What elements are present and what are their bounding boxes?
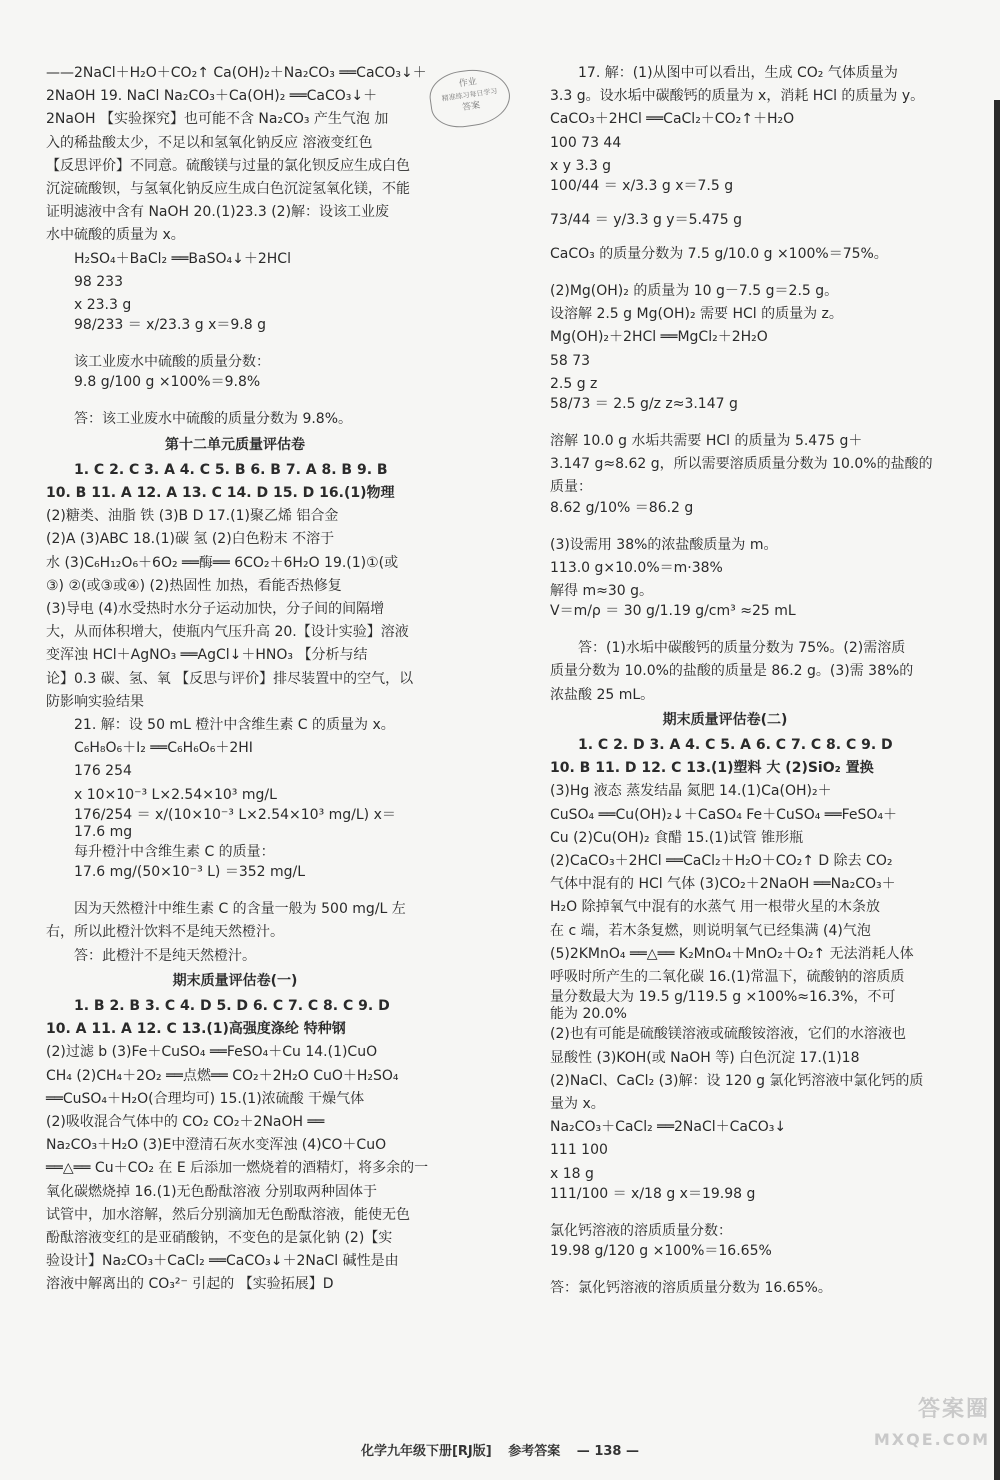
text-line: 111/100 ＝ x/18 g x＝19.98 g bbox=[550, 1185, 756, 1202]
text-line: 【反思评价】不同意。硫酸镁与过量的氯化钡反应生成白色 bbox=[46, 157, 410, 174]
text-line: 设溶解 2.5 g Mg(OH)₂ 需要 HCl 的质量为 z。 bbox=[550, 306, 843, 323]
stamp-line-2: 精准练习每日学习 bbox=[441, 87, 498, 103]
text-line: 2.5 g z bbox=[550, 375, 598, 392]
text-line: H₂O 除掉氧气中混有的水蒸气 用一根带火星的木条放 bbox=[550, 899, 881, 916]
text-line: x 10×10⁻³ L×2.54×10³ mg/L bbox=[74, 786, 277, 803]
text-line: 水中硫酸的质量为 x。 bbox=[46, 227, 185, 244]
footer-page-number: — 138 — bbox=[576, 1444, 639, 1459]
text-line: Mg(OH)₂＋2HCl ══MgCl₂＋2H₂O bbox=[550, 329, 768, 346]
text-line: CuSO₄ ══Cu(OH)₂↓＋CaSO₄ Fe＋CuSO₄ ══FeSO₄＋ bbox=[550, 806, 898, 823]
text-line: 氧化碳燃烧掉 16.(1)无色酚酞溶液 分别取两种固体于 bbox=[46, 1183, 377, 1200]
text-line: 入的稀盐酸太少，不足以和氢氧化钠反应 溶液变红色 bbox=[46, 134, 373, 151]
text-line: 因为天然橙汁中维生素 C 的含量一般为 500 mg/L 左 bbox=[74, 901, 406, 918]
text-line: ══CuSO₄＋H₂O(合理均可) 15.(1)浓硫酸 干燥气体 bbox=[46, 1090, 365, 1107]
text-line: 氯化钙溶液的溶质质量分数： bbox=[550, 1222, 732, 1239]
text-line: 解得 m≈30 g。 bbox=[550, 583, 653, 600]
text-line: CH₄ (2)CH₄＋2O₂ ══点燃══ CO₂＋2H₂O CuO＋H₂SO₄ bbox=[46, 1067, 399, 1084]
text-line: (3)Hg 液态 蒸发结晶 氮肥 14.(1)Ca(OH)₂＋ bbox=[550, 783, 832, 800]
watermark-line-1: 答案圈 bbox=[917, 1397, 990, 1422]
text-line: 气体中混有的 HCl 气体 (3)CO₂＋2NaOH ══Na₂CO₃＋ bbox=[550, 876, 896, 893]
text-line: 73/44 ＝ y/3.3 g y＝5.475 g bbox=[550, 212, 743, 229]
text-line: Cu (2)Cu(OH)₂ 食醋 15.(1)试管 锥形瓶 bbox=[550, 829, 804, 846]
text-line: x 23.3 g bbox=[74, 297, 132, 314]
watermark-logo bbox=[805, 1395, 990, 1465]
text-line: 58/73 ＝ 2.5 g/z z≈3.147 g bbox=[550, 396, 738, 413]
section-heading: 期末质量评估卷(二) bbox=[662, 711, 788, 728]
text-line: 答：氯化钙溶液的溶质质量分数为 16.65%。 bbox=[550, 1279, 832, 1296]
text-line: ③) ②(或③或④) (2)热固性 加热，看能否热修复 bbox=[46, 577, 342, 594]
stamp-line-3: 答案 bbox=[461, 100, 481, 114]
text-line: (5)2KMnO₄ ══△══ K₂MnO₄＋MnO₂＋O₂↑ 无法消耗人体 bbox=[550, 945, 914, 962]
text-line: 8.62 g/10% ＝86.2 g bbox=[550, 499, 694, 516]
text-line: V＝m/ρ ＝ 30 g/1.19 g/cm³ ≈25 mL bbox=[550, 603, 796, 620]
text-line: (2)Mg(OH)₂ 的质量为 10 g－7.5 g＝2.5 g。 bbox=[550, 283, 839, 300]
text-line: (2)也有可能是硫酸镁溶液或硫酸铵溶液，它们的水溶液也 bbox=[550, 1026, 906, 1043]
text-line: 3.3 g。设水垢中碳酸钙的质量为 x，消耗 HCl 的质量为 y。 bbox=[550, 88, 925, 105]
footer-section: 参考答案 bbox=[508, 1444, 561, 1459]
text-line: (2)NaCl、CaCl₂ (3)解：设 120 g 氯化钙溶液中氯化钙的质 bbox=[550, 1072, 924, 1089]
homework-stamp bbox=[426, 65, 513, 132]
right-column bbox=[550, 62, 933, 1300]
text-line: 质量分数为 10.0%的盐酸的质量是 86.2 g。(3)需 38%的 bbox=[550, 663, 914, 680]
text-line: 水 (3)C₆H₁₂O₆＋6O₂ ══酶══ 6CO₂＋6H₂O 19.(1)①(或 bbox=[46, 554, 399, 571]
text-line: x y 3.3 g bbox=[550, 157, 612, 174]
text-line: 1. C 2. C 3. A 4. C 5. B 6. B 7. A 8. B 9. B bbox=[74, 461, 388, 478]
text-line: 防影响实验结果 bbox=[46, 693, 144, 710]
text-line: 论】0.3 碳、氢、氧 【反思与评价】排尽装置中的空气，以 bbox=[46, 670, 414, 687]
text-line: 58 73 bbox=[550, 352, 591, 369]
text-line: (2)糖类、油脂 铁 (3)B D 17.(1)聚乙烯 铝合金 bbox=[46, 508, 339, 525]
text-line: 呼吸时所产生的二氧化碳 16.(1)常温下，硫酸钠的溶质质 bbox=[550, 969, 905, 986]
text-line: 98/233 ＝ x/23.3 g x＝9.8 g bbox=[74, 317, 267, 334]
text-line: 量为 x。 bbox=[550, 1095, 605, 1112]
text-line: (2)CaCO₃＋2HCl ══CaCl₂＋H₂O＋CO₂↑ D 除去 CO₂ bbox=[550, 853, 893, 870]
text-line: 9.8 g/100 g ×100%＝9.8% bbox=[74, 374, 261, 391]
text-line: 176/254 ＝ x/(10×10⁻³ L×2.54×10³ mg/L) x＝17.6 mg bbox=[74, 806, 396, 840]
text-line: 1. C 2. D 3. A 4. C 5. A 6. C 7. C 8. C 9. D bbox=[578, 737, 893, 754]
text-line: 大，从而体积增大，使瓶内气压升高 20.【设计实验】溶液 bbox=[46, 624, 409, 641]
text-line: 该工业废水中硫酸的质量分数： bbox=[74, 354, 270, 371]
section-heading: 第十二单元质量评估卷 bbox=[165, 436, 305, 453]
text-line: Na₂CO₃＋H₂O (3)E中澄清石灰水变浑浊 (4)CO＋CuO bbox=[46, 1137, 387, 1154]
text-line: (3)导电 (4)水受热时水分子运动加快，分子间的间隔增 bbox=[46, 601, 385, 618]
text-line: Na₂CO₃＋CaCl₂ ══2NaCl＋CaCO₃↓ bbox=[550, 1119, 787, 1136]
text-line: 右，所以此橙汁饮料不是纯天然橙汁。 bbox=[46, 924, 284, 941]
text-line: 113.0 g×10.0%＝m·38% bbox=[550, 559, 723, 576]
text-line: 100 73 44 bbox=[550, 134, 622, 151]
text-line: 沉淀硫酸钡，与氢氧化钠反应生成白色沉淀氢氧化镁，不能 bbox=[46, 181, 410, 198]
text-line: 每升橙汁中含维生素 C 的质量： bbox=[74, 843, 275, 860]
text-line: 98 233 bbox=[74, 273, 123, 290]
stamp-line-1: 作业 bbox=[458, 76, 478, 90]
text-line: 显酸性 (3)KOH(或 NaOH 等) 白色沉淀 17.(1)18 bbox=[550, 1049, 860, 1066]
text-line: 10. A 11. A 12. C 13.(1)高强度涤纶 特种钢 bbox=[46, 1021, 346, 1038]
text-line: 质量： bbox=[550, 479, 592, 496]
text-line: (3)设需用 38%的浓盐酸质量为 m。 bbox=[550, 536, 778, 553]
watermark-line-2: MXQE.COM bbox=[873, 1430, 990, 1449]
text-line: CaCO₃ 的质量分数为 7.5 g/10.0 g ×100%＝75%。 bbox=[550, 246, 888, 263]
text-line: 19.98 g/120 g ×100%＝16.65% bbox=[550, 1242, 772, 1259]
text-line: CaCO₃＋2HCl ══CaCl₂＋CO₂↑＋H₂O bbox=[550, 111, 795, 128]
text-line: 证明滤液中含有 NaOH 20.(1)23.3 (2)解：设该工业废 bbox=[46, 204, 390, 221]
text-line: H₂SO₄＋BaCl₂ ══BaSO₄↓＋2HCl bbox=[74, 250, 291, 267]
text-line: 溶液中解离出的 CO₃²⁻ 引起的 【实验拓展】D bbox=[46, 1276, 334, 1293]
text-line: 17. 解：(1)从图中可以看出，生成 CO₂ 气体质量为 bbox=[578, 65, 898, 81]
text-line: 浓盐酸 25 mL。 bbox=[550, 686, 655, 703]
left-column bbox=[46, 62, 429, 1297]
text-line: 10. B 11. A 12. A 13. C 14. D 15. D 16.(1)物理 bbox=[46, 485, 395, 502]
text-line: C₆H₈O₆＋I₂ ══C₆H₆O₆＋2HI bbox=[74, 740, 253, 757]
footer-subject: 化学九年级下册[RJ版] bbox=[360, 1444, 492, 1459]
text-line: 试管中，加水溶解，然后分别滴加无色酚酞溶液，能使无色 bbox=[46, 1206, 410, 1223]
text-line: 21. 解：设 50 mL 橙汁中含维生素 C 的质量为 x。 bbox=[74, 717, 395, 734]
text-line: 量分数最大为 19.5 g/119.5 g ×100%≈16.3%，不可能为 20.0% bbox=[550, 989, 896, 1023]
text-line: 17.6 mg/(50×10⁻³ L) ＝352 mg/L bbox=[74, 864, 306, 881]
text-line: 答：(1)水垢中碳酸钙的质量分数为 75%。(2)需溶质 bbox=[578, 640, 906, 657]
text-line: 验设计】Na₂CO₃＋CaCl₂ ══CaCO₃↓＋2NaCl 碱性是由 bbox=[46, 1253, 399, 1270]
text-line: ══△══ Cu＋CO₂ 在 E 后添加一燃烧着的酒精灯，将多余的一 bbox=[46, 1160, 429, 1177]
section-heading: 期末质量评估卷(一) bbox=[172, 972, 298, 989]
text-line: 3.147 g≈8.62 g，所以需要溶质质量分数为 10.0%的盐酸的 bbox=[550, 456, 933, 473]
text-line: ——2NaCl＋H₂O＋CO₂↑ Ca(OH)₂＋Na₂CO₃ ══CaCO₃↓＋ bbox=[46, 65, 427, 81]
text-line: 在 c 端，若木条复燃，则说明氧气已经集满 (4)气泡 bbox=[550, 922, 871, 939]
text-line: 111 100 bbox=[550, 1142, 608, 1159]
text-line: 1. B 2. B 3. C 4. D 5. D 6. C 7. C 8. C 9. D bbox=[74, 997, 390, 1014]
text-line: 10. B 11. D 12. C 13.(1)塑料 大 (2)SiO₂ 置换 bbox=[550, 760, 874, 777]
text-line: (2)A (3)ABC 18.(1)碳 氢 (2)白色粉末 不溶于 bbox=[46, 531, 335, 548]
text-line: (2)吸收混合气体中的 CO₂ CO₂＋2NaOH ══ bbox=[46, 1113, 325, 1130]
text-line: x 18 g bbox=[550, 1165, 594, 1182]
text-line: (2)过滤 b (3)Fe＋CuSO₄ ══FeSO₄＋Cu 14.(1)CuO bbox=[46, 1044, 378, 1061]
text-line: 答：此橙汁不是纯天然橙汁。 bbox=[74, 947, 256, 964]
text-line: 2NaOH 19. NaCl Na₂CO₃＋Ca(OH)₂ ══CaCO₃↓＋ bbox=[46, 88, 378, 105]
page-edge-bar bbox=[994, 100, 1000, 1480]
text-line: 100/44 ＝ x/3.3 g x＝7.5 g bbox=[550, 178, 734, 195]
text-line: 变浑浊 HCl＋AgNO₃ ══AgCl↓＋HNO₃ 【分析与结 bbox=[46, 647, 368, 664]
text-line: 溶解 10.0 g 水垢共需要 HCl 的质量为 5.475 g＋ bbox=[550, 433, 863, 450]
text-line: 答：该工业废水中硫酸的质量分数为 9.8%。 bbox=[74, 411, 353, 428]
text-line: 2NaOH 【实验探究】也可能不含 Na₂CO₃ 产生气泡 加 bbox=[46, 111, 389, 128]
text-line: 176 254 bbox=[74, 763, 132, 780]
text-line: 酚酞溶液变红的是亚硝酸钠，不变色的是氯化钠 (2)【实 bbox=[46, 1229, 393, 1246]
